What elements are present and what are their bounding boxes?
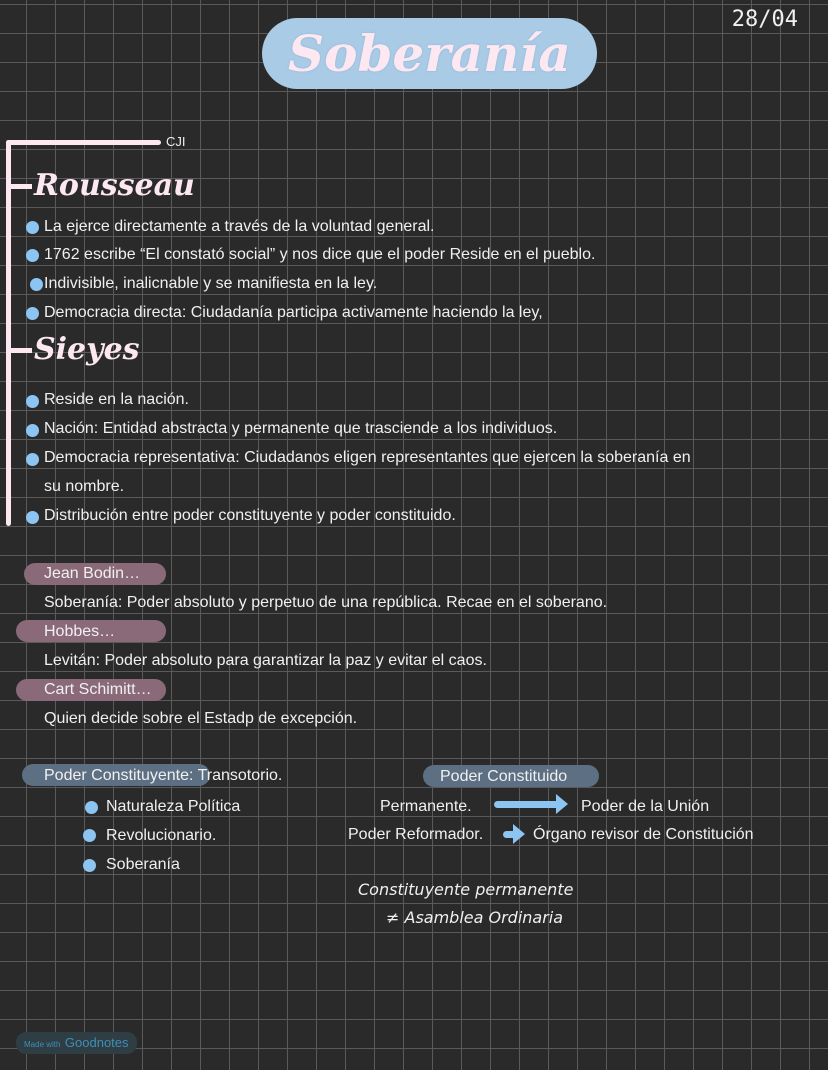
section-heading-rousseau: Rousseau — [34, 168, 195, 203]
bullet-icon — [30, 278, 43, 291]
arrow-right-icon — [494, 801, 560, 808]
section-heading-sieyes: Sieyes — [34, 332, 140, 367]
constituyente-label — [44, 766, 282, 786]
handwritten-note: Constituyente permanente — [358, 880, 574, 899]
date: 28/04 — [731, 7, 798, 32]
constituyente-title: Poder Constituyente — [44, 767, 189, 784]
constituido-label: Poder Constituido — [440, 768, 568, 785]
author-label: Cart Schimitt… — [44, 681, 152, 698]
bullet-icon — [85, 801, 98, 814]
bracket-top — [6, 140, 161, 145]
bullet-icon — [26, 424, 39, 437]
bullet-icon — [26, 453, 39, 466]
bullet-icon — [26, 307, 39, 320]
bracket-line — [6, 140, 11, 526]
page-title: Soberanía — [262, 18, 597, 89]
list-item: Naturaleza Política — [106, 798, 241, 815]
bracket-tick — [6, 184, 32, 189]
bullet-icon — [26, 221, 39, 234]
bracket-tick — [6, 348, 32, 353]
author-label: Jean Bodin… — [44, 565, 141, 582]
goodnotes-watermark — [16, 1032, 137, 1054]
watermark-brand: Goodnotes — [64, 1035, 129, 1050]
bullet-icon — [26, 249, 39, 262]
bullet-icon — [26, 395, 39, 408]
list-item: Distribución entre poder constituyente y poder constituido. — [44, 507, 456, 524]
list-item-continued: su nombre. — [44, 478, 125, 495]
bullet-icon — [83, 829, 96, 842]
handwritten-note: ≠ Asamblea Ordinaria — [386, 908, 564, 927]
watermark-prefix: Made with — [24, 1040, 61, 1049]
constituido-to: Órgano revisor de Constitución — [533, 826, 754, 843]
author-text: Quien decide sobre el Estadp de excepción. — [44, 710, 358, 727]
list-item: Soberanía — [106, 856, 180, 873]
bullet-icon — [26, 511, 39, 524]
bullet-icon — [83, 859, 96, 872]
list-item: Revolucionario. — [106, 827, 217, 844]
list-item: Democracia directa: Ciudadanía participa activamente haciendo la ley, — [44, 304, 543, 321]
author-tag: CJI — [166, 134, 186, 149]
arrow-right-icon — [503, 831, 517, 838]
author-text: Soberanía: Poder absoluto y perpetuo de una república. Recae en el soberano. — [44, 594, 608, 611]
author-text: Levitán: Poder absoluto para garantizar la paz y evitar el caos. — [44, 652, 487, 669]
author-label: Hobbes… — [44, 623, 116, 640]
list-item: La ejerce directamente a través de la voluntad general. — [44, 218, 435, 235]
list-item: Reside en la nación. — [44, 391, 189, 408]
constituido-to: Poder de la Unión — [581, 798, 710, 815]
list-item: Nación: Entidad abstracta y permanente que trasciende a los individuos. — [44, 420, 558, 437]
list-item: Indivisible, inalicnable y se manifiesta en la ley. — [44, 275, 378, 292]
list-item: 1762 escribe “El constató social” y nos dice que el poder Reside en el pueblo. — [44, 246, 596, 263]
constituido-from: Permanente. — [380, 798, 472, 815]
list-item: Democracia representativa: Ciudadanos eligen representantes que ejercen la soberanía en — [44, 449, 691, 466]
constituido-from: Poder Reformador. — [348, 826, 484, 843]
constituyente-suffix: : Transotorio. — [188, 767, 283, 784]
